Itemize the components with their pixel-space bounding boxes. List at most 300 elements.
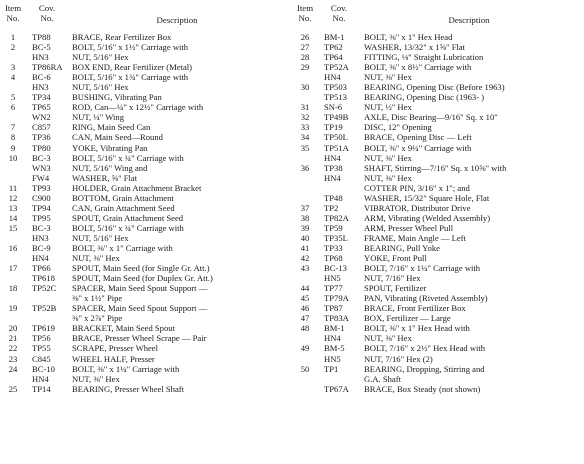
table-row <box>292 303 584 313</box>
cov-number: TP62 <box>324 42 343 53</box>
part-description: CAN, Main Seed—Round <box>72 132 163 143</box>
cov-number: C845 <box>32 353 51 364</box>
part-description: NUT, ⅜" Hex <box>72 373 120 384</box>
cov-number: TP33 <box>324 242 343 253</box>
table-row <box>0 213 290 223</box>
item-number <box>0 233 26 243</box>
item-number: 49 <box>300 343 310 354</box>
part-description: NUT, 5/16" Wing and <box>72 162 148 173</box>
table-row <box>292 343 584 353</box>
cov-number: TP59 <box>324 222 343 233</box>
table-row <box>0 102 290 112</box>
cov-number: TP56 <box>32 333 51 344</box>
table-row <box>292 82 584 92</box>
cov-number <box>26 313 72 323</box>
cov-number: TP80 <box>32 142 51 153</box>
item-number: 17 <box>8 263 18 274</box>
cov-number: TP88 <box>32 32 51 42</box>
table-row <box>292 102 584 112</box>
cov-number <box>318 374 364 384</box>
cov-number: TP38 <box>324 162 343 173</box>
cov-number: TP51A <box>324 142 349 153</box>
table-row <box>0 203 290 213</box>
item-number <box>292 92 318 102</box>
cov-number: WN3 <box>32 162 51 173</box>
cov-number: HN4 <box>324 72 341 83</box>
cov-number: TP34 <box>32 92 51 103</box>
item-number: 15 <box>8 222 18 233</box>
item-number: 47 <box>300 313 310 324</box>
part-description: BRACE, Presser Wheel Scrape — Pair <box>72 333 207 344</box>
part-description: BUSHING, Vibrating Pan <box>72 92 162 103</box>
parts-rows <box>0 32 290 394</box>
table-row <box>292 173 584 183</box>
item-number <box>292 173 318 183</box>
table-row <box>292 233 584 243</box>
cov-number: TP2 <box>324 202 339 213</box>
item-number: 39 <box>300 222 310 233</box>
part-description: YOKE, Front Pull <box>364 253 427 264</box>
cov-number: HN3 <box>32 232 49 243</box>
part-description: BRACE, Rear Fertilizer Box <box>72 32 172 42</box>
table-header <box>292 3 584 32</box>
part-description: BOLT, ⅜" x 1¼" Carriage with <box>72 363 180 374</box>
item-number: 50 <box>300 363 310 374</box>
item-number: 30 <box>300 82 310 93</box>
item-number: 45 <box>300 293 310 304</box>
part-description: NUT, ¼" Wing <box>72 112 125 123</box>
table-row <box>0 173 290 183</box>
cov-number: TP68 <box>324 253 343 264</box>
cov-number: TP55 <box>32 343 51 354</box>
item-number: 40 <box>300 232 310 243</box>
item-number: 23 <box>8 353 18 364</box>
item-number: 35 <box>300 142 310 153</box>
cov-number: TP48 <box>324 192 343 203</box>
table-row <box>292 163 584 173</box>
part-description: BRACKET, Main Seed Spout <box>72 323 175 334</box>
part-description: WASHER, ⅝" Flat <box>72 172 138 183</box>
cov-number <box>26 293 72 303</box>
part-description: NUT, 5/16" Hex <box>72 232 129 243</box>
table-row <box>0 153 290 163</box>
cov-number: HN4 <box>324 333 341 344</box>
table-row <box>292 112 584 122</box>
part-description: BOX END, Rear Fertilizer (Metal) <box>72 62 193 73</box>
table-row <box>0 62 290 72</box>
table-row <box>0 72 290 82</box>
cov-number: HN5 <box>324 273 341 284</box>
item-number: 19 <box>8 303 18 314</box>
part-description: WHEEL HALF, Presser <box>72 353 155 364</box>
part-description: FITTING, ⅛" Straight Lubrication <box>364 52 484 63</box>
part-description: ARM, Presser Wheel Pull <box>364 222 454 233</box>
cov-number: WN2 <box>32 112 51 123</box>
cov-number: TP52C <box>32 283 57 294</box>
part-description: YOKE, Vibrating Pan <box>72 142 148 153</box>
item-number <box>292 354 318 364</box>
cov-number: TP52A <box>324 62 349 73</box>
item-number: 2 <box>10 42 16 53</box>
table-row <box>0 384 290 394</box>
part-description: BOLT, 5/16" x ¾" Carriage with <box>72 152 184 163</box>
item-number: 43 <box>300 263 310 274</box>
part-description: NUT, ⅜" Hex <box>364 172 412 183</box>
cov-number: TP49B <box>324 112 349 123</box>
item-number: 8 <box>10 132 16 143</box>
part-description: BOLT, ⅜" x 1" Hex Head with <box>364 323 470 334</box>
part-description: WASHER, 13/32" x 1⅝" Flat <box>364 42 466 53</box>
table-row <box>0 354 290 364</box>
part-description: BEARING, Pull Yoke <box>364 242 440 253</box>
part-description: BEARING, Presser Wheel Shaft <box>72 383 185 394</box>
table-row <box>292 333 584 343</box>
part-description: SCRAPE, Presser Wheel <box>72 343 159 354</box>
item-number <box>0 52 26 62</box>
table-row <box>0 283 290 293</box>
part-description: BOLT, 7/16" x 1¼" Carriage with <box>364 263 481 274</box>
part-description: VIBRATOR, Distributor Drive <box>364 202 471 213</box>
cov-number: HN3 <box>32 52 49 63</box>
item-number <box>0 273 26 283</box>
part-description: HOLDER, Grain Attachment Bracket <box>72 182 202 193</box>
table-row <box>0 32 290 42</box>
cov-number: TP83A <box>324 313 349 324</box>
item-number <box>0 253 26 263</box>
cov-number: TP36 <box>32 132 51 143</box>
table-row <box>0 42 290 52</box>
header-description: Description <box>156 15 198 25</box>
part-description: NUT, 7/16" Hex (2) <box>364 353 433 364</box>
item-number: 38 <box>300 212 310 223</box>
part-description: PAN, Vibrating (Riveted Assembly) <box>364 293 488 304</box>
item-number <box>0 374 26 384</box>
part-description: SPOUT, Fertilizer <box>364 283 427 294</box>
cov-number: TP93 <box>32 182 51 193</box>
item-number <box>292 193 318 203</box>
part-description: BRACE, Box Steady (not shown) <box>364 383 481 394</box>
table-row <box>0 333 290 343</box>
item-number: 27 <box>300 42 310 53</box>
cov-number: TP87 <box>324 303 343 314</box>
cov-number: TP35L <box>324 232 348 243</box>
cov-number: HN4 <box>32 253 49 264</box>
part-description: NUT, ⅜" Hex <box>364 333 412 344</box>
part-description: AXLE, Disc Bearing—9/16" Sq. x 10" <box>364 112 498 123</box>
part-description: NUT, ⅜" Hex <box>364 152 412 163</box>
table-row <box>0 313 290 323</box>
cov-number: TP79A <box>324 293 349 304</box>
item-number <box>292 153 318 163</box>
item-number: 42 <box>300 253 310 264</box>
table-row <box>292 193 584 203</box>
cov-number: TP513 <box>324 92 347 103</box>
table-row <box>292 293 584 303</box>
item-number <box>292 384 318 394</box>
parts-table-right <box>292 3 584 394</box>
cov-number: TP52B <box>32 303 57 314</box>
cov-number: TP19 <box>324 122 343 133</box>
item-number: 33 <box>300 122 310 133</box>
part-description: SPOUT, Main Seed (for Duplex Gr. Att.) <box>72 273 213 284</box>
cov-number: BC-9 <box>32 242 51 253</box>
part-description: BEARING, Dropping, Stirring and <box>364 363 485 374</box>
table-row <box>0 193 290 203</box>
item-number <box>292 333 318 343</box>
table-row <box>0 52 290 62</box>
table-row <box>292 62 584 72</box>
part-description: BOLT, 5/16" x 1¾" Carriage with <box>72 72 189 83</box>
cov-number: TP82A <box>324 212 349 223</box>
item-number: 6 <box>10 102 16 113</box>
table-row <box>0 253 290 263</box>
header-cov-no: Cov. No. <box>330 3 348 23</box>
item-number: 34 <box>300 132 310 143</box>
item-number <box>292 72 318 82</box>
item-number: 13 <box>8 202 18 213</box>
item-number: 46 <box>300 303 310 314</box>
part-description: NUT, 5/16" Hex <box>72 52 129 63</box>
table-row <box>292 42 584 52</box>
part-description: BOTTOM, Grain Attachment <box>72 192 174 203</box>
item-number <box>0 163 26 173</box>
table-row <box>292 354 584 364</box>
item-number: 24 <box>8 363 18 374</box>
header-item-no: Item No. <box>4 3 22 23</box>
table-row <box>292 32 584 42</box>
item-number: 16 <box>8 242 18 253</box>
table-row <box>0 293 290 303</box>
item-number: 11 <box>8 182 18 193</box>
item-number: 41 <box>300 242 310 253</box>
table-row <box>292 323 584 333</box>
cov-number: HN4 <box>324 172 341 183</box>
cov-number: HN4 <box>324 152 341 163</box>
part-description: NUT, ½" Hex <box>364 102 412 113</box>
table-row <box>0 273 290 283</box>
cov-number: C900 <box>32 192 51 203</box>
item-number: 5 <box>10 92 16 103</box>
cov-number: TP77 <box>324 283 343 294</box>
item-number <box>0 173 26 183</box>
item-number: 22 <box>8 343 18 354</box>
item-number: 37 <box>300 202 310 213</box>
part-description: WASHER, 15/32" Square Hole, Flat <box>364 192 490 203</box>
cov-number: TP94 <box>32 202 51 213</box>
part-description: SPOUT, Grain Attachment Seed <box>72 212 184 223</box>
item-number: 7 <box>10 122 16 133</box>
cov-number: BM-5 <box>324 343 345 354</box>
item-number: 29 <box>300 62 310 73</box>
cov-number: BC-10 <box>32 363 55 374</box>
cov-number <box>318 183 364 193</box>
part-description: BOLT, 5/16" x ¾" Carriage with <box>72 222 184 233</box>
item-number: 10 <box>8 152 18 163</box>
part-description: FRAME, Main Angle — Left <box>364 232 466 243</box>
cov-number: HN4 <box>32 373 49 384</box>
item-number: 36 <box>300 162 310 173</box>
item-number: 25 <box>8 383 18 394</box>
item-number: 1 <box>10 32 16 42</box>
item-number <box>292 183 318 193</box>
header-description: Description <box>448 15 490 25</box>
part-description: BOLT, ⅜" x 1" Carriage with <box>72 242 173 253</box>
table-row <box>292 52 584 62</box>
cov-number: TP618 <box>32 273 55 284</box>
part-description: COTTER PIN, 3/16" x 1"; and <box>364 182 470 193</box>
cov-number: C857 <box>32 122 51 133</box>
item-number: 4 <box>10 72 16 83</box>
part-description: DISC, 12" Opening <box>364 122 432 133</box>
table-row <box>0 143 290 153</box>
table-row <box>292 283 584 293</box>
table-row <box>292 364 584 374</box>
table-row <box>292 223 584 233</box>
parts-rows <box>292 32 584 394</box>
part-description: BOX, Fertilizer — Large <box>364 313 451 324</box>
table-row <box>0 343 290 353</box>
header-cov-no: Cov. No. <box>38 3 56 23</box>
cov-number: TP619 <box>32 323 55 334</box>
table-row <box>292 183 584 193</box>
table-row <box>292 384 584 394</box>
part-description: BEARING, Opening Disc (1963- ) <box>364 92 485 103</box>
table-row <box>292 374 584 384</box>
table-row <box>292 273 584 283</box>
cov-number: TP95 <box>32 212 51 223</box>
table-row <box>0 263 290 273</box>
cov-number: TP86RA <box>32 62 63 73</box>
item-number <box>0 293 26 303</box>
item-number: 28 <box>300 52 310 63</box>
table-row <box>292 132 584 142</box>
table-row <box>0 122 290 132</box>
table-row <box>0 223 290 233</box>
item-number: 9 <box>10 142 16 153</box>
item-number <box>292 273 318 283</box>
item-number: 44 <box>300 283 310 294</box>
part-description: SPACER, Main Seed Spout Support — <box>72 283 208 294</box>
item-number <box>0 112 26 122</box>
table-row <box>0 92 290 102</box>
item-number: 14 <box>8 212 18 223</box>
cov-number: HN5 <box>324 353 341 364</box>
table-row <box>0 82 290 92</box>
table-row <box>0 374 290 384</box>
table-row <box>292 72 584 82</box>
table-row <box>0 163 290 173</box>
item-number <box>0 82 26 92</box>
cov-number: BC-3 <box>32 222 51 233</box>
item-number: 21 <box>8 333 18 344</box>
part-description: NUT, ⅜" Hex <box>72 253 120 264</box>
cov-number: TP14 <box>32 383 51 394</box>
table-row <box>0 243 290 253</box>
cov-number: FW4 <box>32 172 50 183</box>
table-row <box>292 122 584 132</box>
table-row <box>292 92 584 102</box>
part-description: NUT, 7/16" Hex <box>364 273 421 284</box>
item-number <box>292 374 318 384</box>
table-row <box>292 263 584 273</box>
table-row <box>0 233 290 243</box>
cov-number: BC-6 <box>32 72 51 83</box>
item-number: 31 <box>300 102 310 113</box>
table-row <box>0 183 290 193</box>
part-description: NUT, ⅜" Hex <box>364 72 412 83</box>
item-number: 26 <box>300 32 310 42</box>
table-row <box>0 303 290 313</box>
table-row <box>0 132 290 142</box>
table-row <box>0 112 290 122</box>
part-description: BEARING, Opening Disc (Before 1963) <box>364 82 505 93</box>
table-row <box>292 253 584 263</box>
part-description: BRACE, Opening Disc — Left <box>364 132 472 143</box>
part-description: ROD, Can—¼" x 12½" Carriage with <box>72 102 204 113</box>
part-description: BOLT, ⅜" x 8½" Carriage with <box>364 62 472 73</box>
cov-number: TP64 <box>324 52 343 63</box>
part-description: RING, Main Seed Can <box>72 122 151 133</box>
part-description: BOLT, 7/16" x 2½" Hex Head with <box>364 343 486 354</box>
item-number: 32 <box>300 112 310 123</box>
cov-number: SN-6 <box>324 102 343 113</box>
part-description: G.A. Shaft <box>364 373 401 384</box>
table-header <box>0 3 290 32</box>
table-row <box>292 313 584 323</box>
item-number: 3 <box>10 62 16 73</box>
item-number: 18 <box>8 283 18 294</box>
cov-number: BM-1 <box>324 323 345 334</box>
table-row <box>292 153 584 163</box>
cov-number: BC-5 <box>32 42 51 53</box>
part-description: NUT, 5/16" Hex <box>72 82 129 93</box>
part-description: SPACER, Main Seed Spout Support — <box>72 303 208 314</box>
cov-number: TP65 <box>32 102 51 113</box>
table-row <box>0 364 290 374</box>
cov-number: TP1 <box>324 363 339 374</box>
table-row <box>292 143 584 153</box>
cov-number: HN3 <box>32 82 49 93</box>
part-description: SHAFT, Stirring—7/16" Sq. x 10⅝" with <box>364 162 507 173</box>
cov-number: BC-3 <box>32 152 51 163</box>
part-description: BOLT, ⅜" x 9¼" Carriage with <box>364 142 472 153</box>
part-description: ARM, Vibrating (Welded Assembly) <box>364 212 491 223</box>
header-item-no: Item No. <box>296 3 314 23</box>
part-description: BOLT, ⅜" x 1" Hex Head <box>364 32 453 42</box>
table-row <box>292 213 584 223</box>
table-row <box>292 203 584 213</box>
item-number: 20 <box>8 323 18 334</box>
item-number <box>0 313 26 323</box>
cov-number: TP67A <box>324 383 349 394</box>
parts-table-left <box>0 3 290 394</box>
item-number: 48 <box>300 323 310 334</box>
part-description: BOLT, 5/16" x 1½" Carriage with <box>72 42 189 53</box>
part-description: BRACE, Front Fertilizer Box <box>364 303 466 314</box>
cov-number: BC-13 <box>324 263 347 274</box>
cov-number: BM-1 <box>324 32 345 42</box>
part-description: SPOUT, Main Seed (for Single Gr. Att.) <box>72 263 210 274</box>
part-description: CAN, Grain Attachment Seed <box>72 202 175 213</box>
part-description: ⅜" x 2⅞" Pipe <box>72 313 123 324</box>
cov-number: TP66 <box>32 263 51 274</box>
table-row <box>292 243 584 253</box>
part-description: ⅜" x 1½" Pipe <box>72 293 123 304</box>
table-row <box>0 323 290 333</box>
cov-number: TP503 <box>324 82 347 93</box>
cov-number: TP50L <box>324 132 348 143</box>
item-number: 12 <box>8 192 18 203</box>
